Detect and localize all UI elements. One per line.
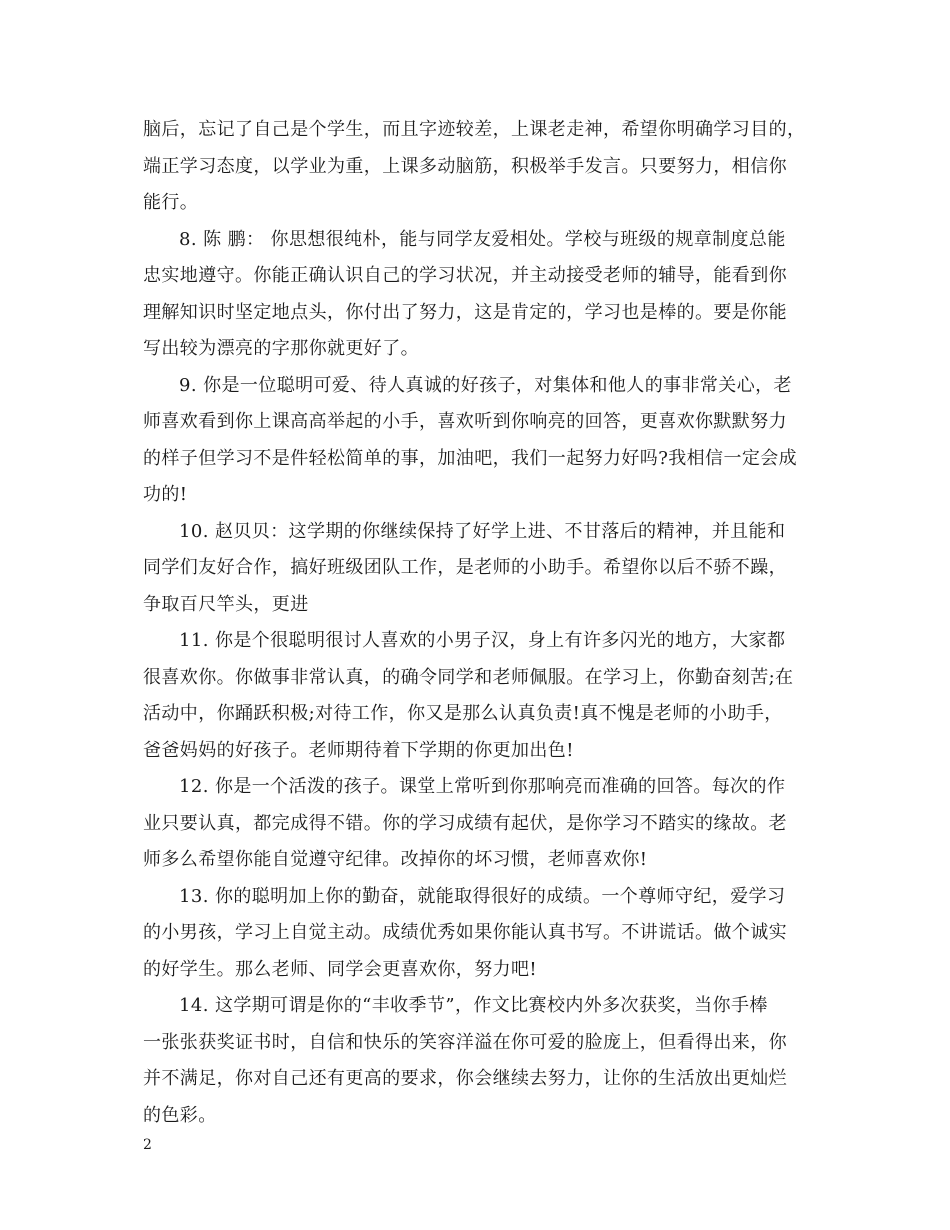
page-number: 2	[143, 1137, 152, 1153]
paragraph-item-8: 8. 陈 鹏： 你思想很纯朴，能与同学友爱相处。学校与班级的规章制度总能 忠实地遵守。你能正确认识自己的学习状况，并主动接受老师的辅导，能看到你 理解知识时坚定地点头，你付出了努力，这是肯定的，学习也是棒的。要是你能 写出较为漂亮的字那你就更好了。	[143, 228, 787, 359]
paragraph-item-12: 12. 你是一个活泼的孩子。课堂上常听到你那响亮而准确的回答。每次的作 业只要认真，都完成得不错。你的学习成绩有起伏，是你学习不踏实的缘故。老 师多么希望你能自觉遵守纪律。改掉你的坏习惯，老师喜欢你!	[143, 776, 787, 870]
document-body	[143, 112, 823, 1134]
paragraph-item-9: 9. 你是一位聪明可爱、待人真诚的好孩子，对集体和他人的事非常关心，老 师喜欢看到你上课高高举起的小手，喜欢听到你响亮的回答，更喜欢你默默努力 的样子但学习不是件轻松简单的事，加油吧，我们一起努力好吗?我相信一定会成 功的!	[143, 374, 798, 505]
paragraph-item-13: 13. 你的聪明加上你的勤奋，就能取得很好的成绩。一个尊师守纪，爱学习 的小男孩，学习上自觉主动。成绩优秀如果你能认真书写。不讲谎话。做个诚实 的好学生。那么老师、同学会更喜欢你，努力吧!	[143, 885, 787, 980]
paragraph-item-10: 10. 赵贝贝：这学期的你继续保持了好学上进、不甘落后的精神，并且能和 同学们友好合作，搞好班级团队工作，是老师的小助手。希望你以后不骄不躁， 争取百尺竿头，更进	[143, 520, 787, 615]
paragraph-continuation: 脑后，忘记了自己是个学生，而且字迹较差，上课老走神，希望你明确学习目的， 端正学习态度，以学业为重，上课多动脑筋，积极举手发言。只要努力，相信你 能行。	[143, 119, 806, 213]
paragraph-item-11: 11. 你是个很聪明很讨人喜欢的小男子汉，身上有许多闪光的地方，大家都 很喜欢你。你做事非常认真，的确令同学和老师佩服。在学习上，你勤奋刻苦;在 活动中，你踊跃积极;对待工作，你又是那么认真负责!真不愧是老师的小助手， 爸爸妈妈的好孩子。老师期待着下学期的你更加出色!	[143, 630, 794, 761]
paragraph-item-14: 14. 这学期可谓是你的“丰收季节”，作文比赛校内外多次获奖，当你手棒 一张张获奖证书时，自信和快乐的笑容洋溢在你可爱的脸庞上，但看得出来，你 并不满足，你对自己还有更高的要求，你会继续去努力，让你的生活放出更灿烂 的色彩。	[143, 995, 787, 1126]
